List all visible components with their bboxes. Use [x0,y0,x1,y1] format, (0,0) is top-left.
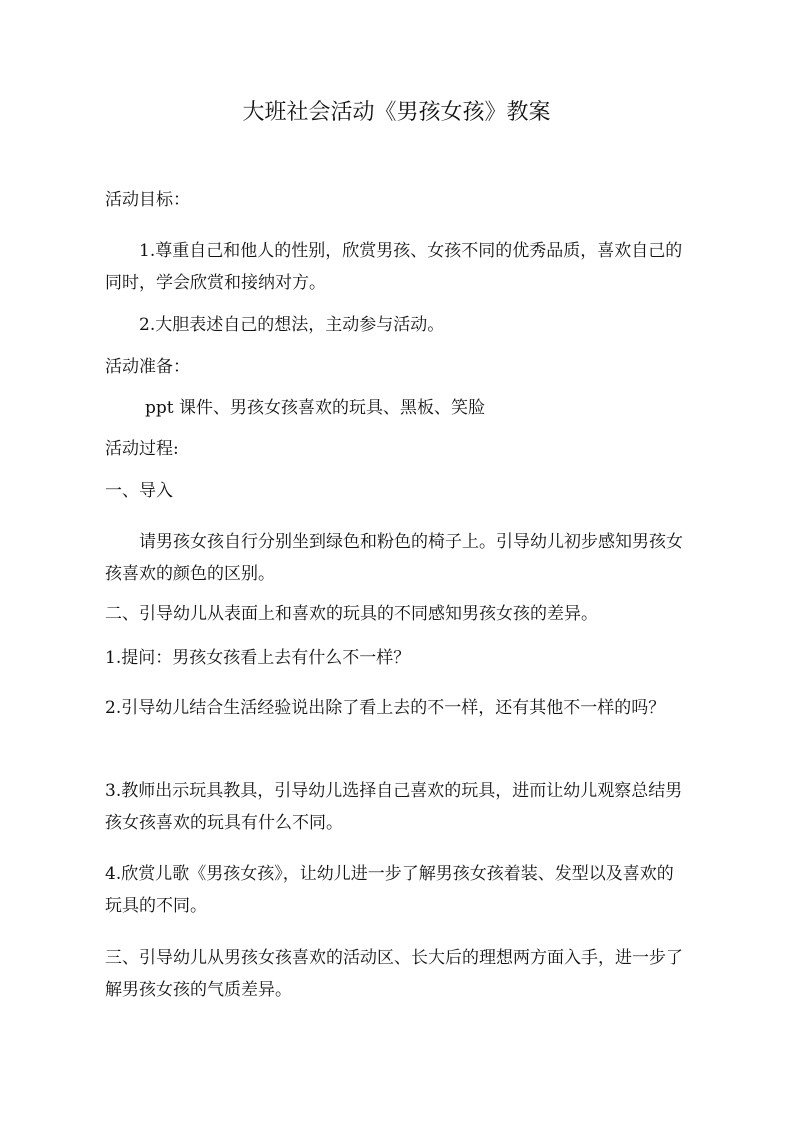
process-step-two: 二、引导幼儿从表面上和喜欢的玩具的不同感知男孩女孩的差异。 [105,604,598,624]
question-2: 2.引导幼儿结合生活经验说出除了看上去的不一样，还有其他不一样的吗？ [105,698,666,718]
preparation-materials: ppt 课件、男孩女孩喜欢的玩具、黑板、笑脸 [145,398,485,418]
section-heading-goals: 活动目标： [105,190,190,210]
goal-item-2: 2.大胆表述自己的想法，主动参与活动。 [139,315,445,335]
question-1: 1.提问：男孩女孩看上去有什么不一样？ [105,648,411,668]
section-heading-preparation: 活动准备： [105,357,190,377]
section-heading-process: 活动过程: [105,439,179,459]
document-title: 大班社会活动《男孩女孩》教案 [242,100,551,125]
intro-paragraph: 请男孩女孩自行分别坐到绿色和粉色的椅子上。引导幼儿初步感知男孩女孩喜欢的颜色的区别。 [105,532,683,584]
process-step-intro: 一、导入 [105,481,173,501]
question-4: 4.欣赏儿歌《男孩女孩》，让幼儿进一步了解男孩女孩着装、发型以及喜欢的玩具的不同。 [105,864,674,916]
goal-item-1: 1.尊重自己和他人的性别，欣赏男孩、女孩不同的优秀品质，喜欢自己的同时，学会欣赏和接纳对方。 [105,241,683,293]
process-step-three: 三、引导幼儿从男孩女孩喜欢的活动区、长大后的理想两方面入手，进一步了解男孩女孩的气质差异。 [105,948,683,1000]
question-3: 3.教师出示玩具教具，引导幼儿选择自己喜欢的玩具，进而让幼儿观察总结男孩女孩喜欢的玩具有什么不同。 [105,781,683,833]
